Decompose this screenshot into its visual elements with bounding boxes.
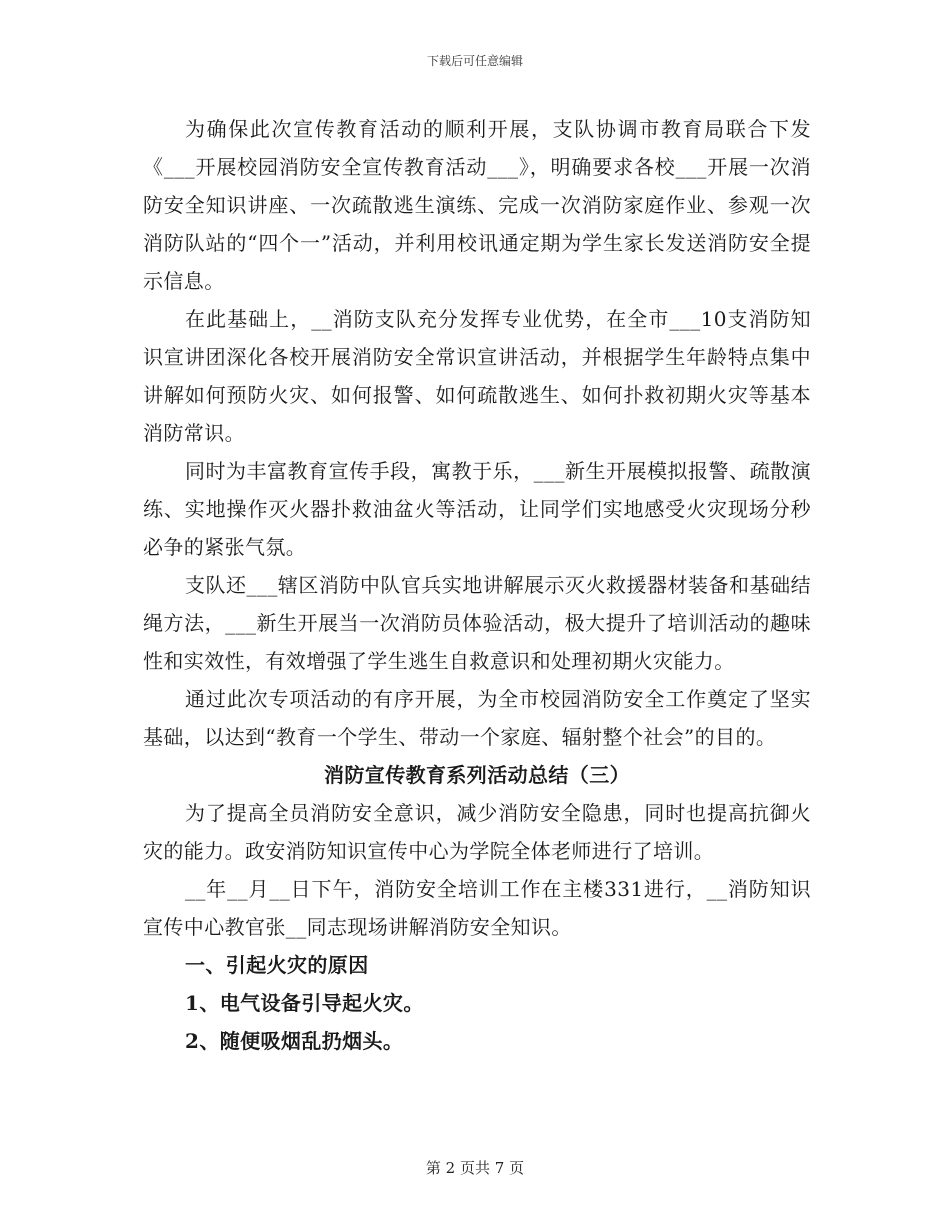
list-item-2: 2、随便吸烟乱扔烟头。 — [185, 1029, 404, 1053]
paragraph-1: 为确保此次宣传教育活动的顺利开展，支队协调市教育局联合下发《___开展校园消防安全宣传教育活动___》，明确要求各校___开展一次消防安全知识讲座、一次疏散逃生演练、完成一次消防家庭作业、参观一次消防队站的“四个一”活动，并利用校讯通定期为学生家长发送消防安全提示信息。 — [143, 117, 811, 293]
paragraph-5: 通过此次专项活动的有序开展，为全市校园消防安全工作奠定了坚实基础，以达到“教育一个学生、带动一个家庭、辐射整个社会”的目的。 — [143, 687, 811, 749]
list-item-1: 1、电气设备引导起火灾。 — [185, 991, 424, 1015]
section-paragraph-2: __年__月__日下午，消防安全培训工作在主楼331进行，__消防知识宣传中心教官张__同志现场讲解消防安全知识。 — [143, 877, 811, 939]
paragraph-3: 同时为丰富教育宣传手段，寓教于乐，___新生开展模拟报警、疏散演练、实地操作灭火器扑救油盆火等活动，让同学们实地感受火灾现场分秒必争的紧张气氛。 — [143, 459, 811, 559]
heading-causes: 一、引起火灾的原因 — [185, 953, 369, 977]
document-body — [143, 110, 811, 1060]
page-footer: 第 2 页共 7 页 — [425, 1159, 525, 1177]
section-paragraph-1: 为了提高全员消防安全意识，减少消防安全隐患，同时也提高抗御火灾的能力。政安消防知识宣传中心为学院全体老师进行了培训。 — [143, 801, 811, 863]
section-title: 消防宣传教育系列活动总结（三） — [324, 763, 630, 787]
paragraph-2: 在此基础上，__消防支队充分发挥专业优势，在全市___10支消防知识宣讲团深化各校开展消防安全常识宣讲活动，并根据学生年龄特点集中讲解如何预防火灾、如何报警、如何疏散逃生、如何扑救初期火灾等基本消防常识。 — [143, 307, 811, 445]
page-header: 下载后可任意编辑 — [426, 54, 523, 68]
paragraph-4: 支队还___辖区消防中队官兵实地讲解展示灭火救援器材装备和基础结绳方法，___新生开展当一次消防员体验活动，极大提升了培训活动的趣味性和实效性，有效增强了学生逃生自救意识和处理初期火灾能力。 — [143, 573, 811, 673]
